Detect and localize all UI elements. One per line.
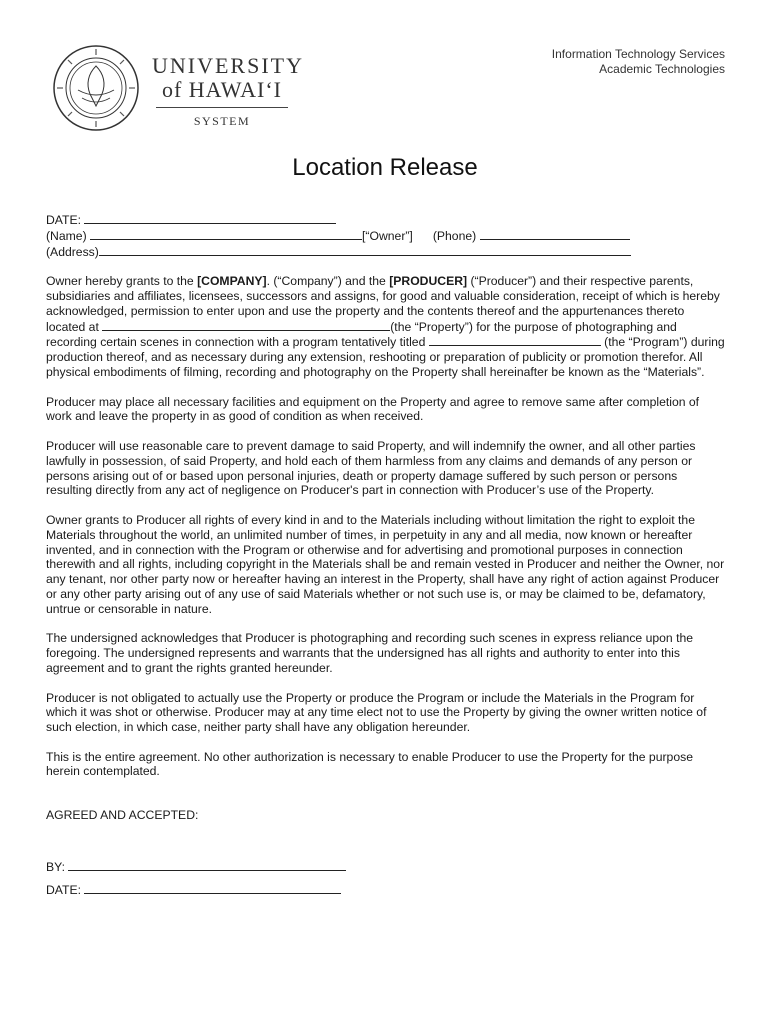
signature-blank[interactable]: [68, 859, 346, 871]
program-title-blank[interactable]: [429, 334, 601, 346]
wordmark-system: SYSTEM: [193, 114, 251, 128]
wordmark-university: UNIVERSITY: [152, 53, 304, 78]
no-obligation-paragraph: Producer is not obligated to actually use the Property or produce the Program or include the Materials in the Program for which it was shot or otherwise. Producer may at any time elect not to use the Property by giving the owner written notice of such election, in which case, neither party shall have any obligation hereunder.: [46, 690, 707, 735]
signature-by-row: [46, 859, 726, 875]
date-field-row: [46, 212, 726, 228]
indemnity-paragraph: Producer will use reasonable care to prevent damage to said Property, and will indemnify the owner, and all other parties lawfully in possession, of said Property, and hold each of them harmless from any claims and demands of any person or persons arising out of or based upon personal injuries, death or property damage suffered by such person or persons resulting directly from any act of negligence on Producer's part in connection with Producer’s use of the Property.: [46, 438, 696, 498]
producer-placeholder: [PRODUCER]: [389, 274, 468, 289]
signature-date-row: [46, 882, 726, 898]
acknowledgement-paragraph: The undersigned acknowledges that Producer is photographing and recording such scenes in express reliance upon the foregoing. The undersigned represents and warrants that the undersigned has all rights and authority to enter into this agreement and to grant the rights granted hereunder.: [46, 631, 694, 675]
signature-date-label: DATE:: [46, 882, 81, 897]
address-label: (Address): [46, 244, 99, 259]
wordmark-divider: [156, 107, 288, 108]
date-blank[interactable]: [84, 212, 336, 224]
department-heading: [552, 47, 725, 77]
entire-agreement-paragraph: This is the entire agreement. No other authorization is necessary to enable Producer to use the Property for the purpose herein contemplated.: [46, 749, 693, 779]
grant-paragraph: Owner hereby grants to the [COMPANY]. (“Company”) and the [PRODUCER] (“Producer”) and their respective parents, subsidiaries and affiliates, licensees, successors and assigns, for good and valuable consideration, receipt of which is hereby acknowledged, permission to enter upon and use the property and the contents thereof and the appurtenances thereto located at (the “Property”) for the purpose of photographing and recording certain scenes in connection with a program tentatively titled (the “Program”) during production thereof, and as necessary during any extension, reshooting or preparation of publicity or promotion therefor. All physical embodiments of filming, recording and photography on the Property shall hereinafter be known as the “Materials”.: [46, 274, 725, 379]
university-wordmark: [152, 53, 304, 129]
address-blank[interactable]: [99, 244, 631, 256]
wordmark-of-hawaii: of HAWAIʻI: [161, 77, 283, 102]
address-field-row: [46, 244, 726, 260]
phone-blank[interactable]: [480, 228, 630, 240]
signature-date-blank[interactable]: [84, 882, 341, 894]
university-seal-icon: [52, 44, 140, 132]
agreed-heading: AGREED AND ACCEPTED:: [46, 808, 199, 823]
owner-label: [“Owner”]: [362, 228, 413, 243]
phone-label: (Phone): [432, 228, 477, 243]
rights-paragraph: Owner grants to Producer all rights of every kind in and to the Materials including without limitation the right to exploit the Materials throughout the world, an unlimited number of times, in perpetuity in any and all media, now known or hereafter invented, and in connection with the Program or otherwise and for advertising and promotional purposes in connection therewith and all rights, including copyright in the Materials shall be and remain vested in Producer and neither the Owner, nor any tenant, nor other party now or hereafter having an interest in the Property, shall have any right of action against Producer or any other party arising out of any use of said Materials whether or not such use is, or may be claimed to be, defamatory, untrue or censorable in nature.: [46, 512, 725, 616]
by-label: BY:: [46, 859, 65, 874]
date-label: DATE:: [46, 213, 81, 227]
page-title: Location Release: [292, 154, 478, 181]
name-field-row: [46, 228, 726, 244]
department-line-1: Information Technology Services: [551, 47, 725, 61]
facilities-paragraph: Producer may place all necessary facilities and equipment on the Property and agree to remove same after completion of work and leave the property in as good of condition as when received.: [46, 394, 700, 424]
department-line-2: Academic Technologies: [599, 62, 725, 76]
name-blank[interactable]: [90, 228, 362, 240]
company-placeholder: [COMPANY]: [197, 274, 267, 289]
name-label: (Name): [46, 228, 87, 243]
document-body: [46, 212, 726, 897]
property-location-blank[interactable]: [102, 319, 390, 331]
